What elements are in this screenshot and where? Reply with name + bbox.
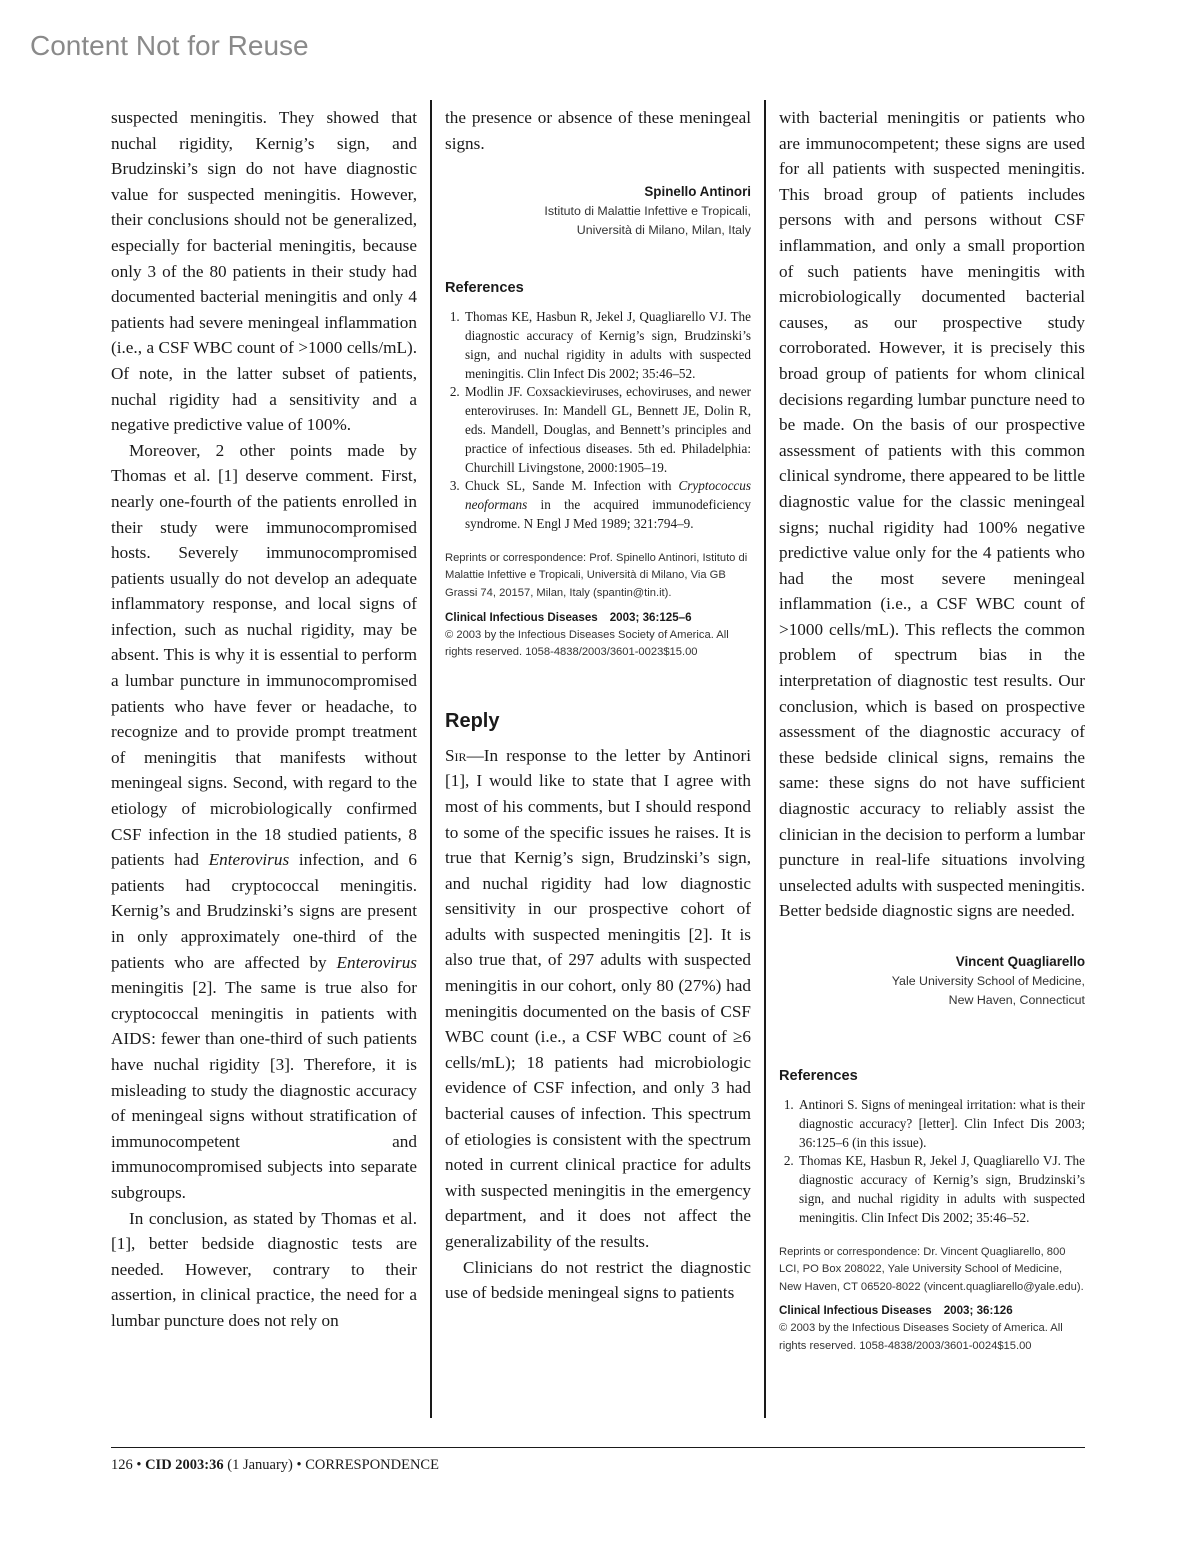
column-divider (764, 100, 766, 1418)
footer-rule (111, 1447, 1085, 1448)
column-middle (445, 105, 751, 1420)
author-affiliation: Yale University School of Medicine, (891, 974, 1085, 988)
column-left (111, 105, 417, 1420)
reprints-note: Reprints or correspondence: Prof. Spinello Antinori, Istituto di Malattie Infettive e Tropicali, Università di Milano, Via GB Grassi 74, 20157, Milan, Italy (spantin@tin.it). (445, 551, 748, 599)
reference-item: 1. Thomas KE, Hasbun R, Jekel J, Quagliarello VJ. The diagnostic accuracy of Kernig’s sign, Brudzinski’s sign, and nuchal rigidity in adults with suspected meningitis. Clin Infect Dis 2002; 35:46–52. (463, 308, 751, 383)
journal-citation: Clinical Infectious Diseases 2003; 36:126 (779, 1304, 1013, 1318)
reference-item: 1. Antinori S. Signs of meningeal irritation: what is their diagnostic accuracy? [letter]. Clin Infect Dis 2003; 36:125–6 (in this issue). (797, 1096, 1085, 1152)
reference-item: 2. Thomas KE, Hasbun R, Jekel J, Quagliarello VJ. The diagnostic accuracy of Kernig’s sign, Brudzinski’s sign, and nuchal rigidity in adults with suspected meningitis. Clin Infect Dis 2002; 35:46–52. (797, 1152, 1085, 1227)
footer-section: CORRESPONDENCE (305, 1457, 439, 1473)
references-heading: References (445, 280, 524, 297)
author-affiliation: Istituto di Malattie Infettive e Tropicali, (544, 204, 751, 219)
journal-citation: Clinical Infectious Diseases 2003; 36:125–6 (445, 610, 692, 624)
author-affiliation: Università di Milano, Milan, Italy (576, 223, 751, 238)
copyright-note: © 2003 by the Infectious Diseases Society of America. All rights reserved. 1058-4838/2003/3601-0023$15.00 (445, 628, 729, 659)
reference-item: 2. Modlin JF. Coxsackieviruses, echoviruses, and newer enteroviruses. In: Mandell GL, Bennett JE, Dolin R, eds. Mandell, Douglas, and Bennett’s principles and practice of infectious diseases. 5th ed. Philadelphia: Churchill Livingstone, 2000:1905–19. (463, 383, 751, 477)
paragraph: the presence or absence of these meningeal signs. (445, 108, 751, 153)
paragraph: Moreover, 2 other points made by Thomas et al. [1] deserve comment. First, nearly one-fourth of the patients enrolled in their study were immunocompromised hosts. Severely immunocompromised patients usually do not develop an adequate inflammatory response, and local signs of infection, such as nuchal rigidity, may be absent. This is why it is essential to perform a lumbar puncture in immunocompromised patients who have fever or headache, to recognize and to provide prompt treatment of meningitis that manifests without meningeal signs. Second, with regard to the etiology of microbiologically confirmed CSF infection in the 18 studied patients, 8 patients had Enterovirus infection, and 6 patients had cryptococcal meningitis. Kernig’s and Brudzinski’s signs are present in only approximately one-third of the patients who are affected by Enterovirus meningitis [2]. The same is true also for cryptococcal meningitis in patients with AIDS: fewer than one-third of such patients have nuchal rigidity [3]. Therefore, it is misleading to study the diagnostic accuracy of meningeal signs without stratification of immunocompetent and immunocompromised subjects into separate subgroups. (111, 440, 417, 1202)
reprints-note: Reprints or correspondence: Dr. Vincent Quagliarello, 800 LCI, PO Box 208022, Yale University School of Medicine, New Haven, CT 06520-8022 (vincent.quagliarello@yale.edu). (779, 1245, 1084, 1293)
author-name: Spinello Antinori (644, 184, 751, 200)
author-affiliation: New Haven, Connecticut (948, 993, 1085, 1007)
paragraph: Sir—In response to the letter by Antinori [1], I would like to state that I agree with most of his comments, but I should respond to some of the specific issues he raises. It is true that Kernig’s sign, Brudzinski’s sign, and nuchal rigidity had low diagnostic sensitivity in our prospective cohort of adults with suspected meningitis [2]. It is also true that, of 297 adults with suspected meningitis in our cohort, only 80 (27%) had meningitis documented on the basis of CSF WBC count (i.e., a CSF WBC count of ≥6 cells/mL); 18 patients had microbiologic evidence of CSF infection, and only 3 had bacterial causes of infection. This spectrum of etiologies is consistent with the spectrum noted in current clinical practice for adults with suspected meningitis in the emergency department, and it does not affect the generalizability of the results. (445, 745, 751, 1251)
reference-item: 3. Chuck SL, Sande M. Infection with Cryptococcus neoformans in the acquired immunodeficiency syndrome. N Engl J Med 1989; 321:794–9. (463, 477, 751, 533)
references-heading: References (779, 1068, 858, 1084)
column-divider (430, 100, 432, 1418)
paragraph: with bacterial meningitis or patients who are immunocompetent; these signs are used for all patients with suspected meningitis. This broad group of patients includes persons with and persons without CSF inflammation, and only a small proportion of such patients have meningitis with microbiologically documented bacterial causes, as our prospective study corroborated. However, it is precisely this broad group of patients for whom clinical decisions regarding lumbar puncture need to be made. On the basis of our prospective assessment of patients with this common clinical syndrome, there appeared to be little diagnostic value for the classic meningeal signs; nuchal rigidity had 100% negative predictive value only for the 4 patients who had the most severe meningeal inflammation (i.e., a CSF WBC count of >1000 cells/mL). This reflects the common problem of spectrum bias in the interpretation of diagnostic test results. Our conclusion, which is based on prospective assessment of the diagnostic accuracy of these bedside clinical signs, remains the same: these signs do not have sufficient diagnostic accuracy to reliably assist the clinician in the decision to perform a lumbar puncture in real-life situations involving unselected adults with suspected meningitis. Better bedside diagnostic signs are needed. (779, 108, 1085, 921)
page-number: 126 (111, 1457, 133, 1473)
references-list (779, 1096, 1085, 1228)
references-list (445, 308, 751, 534)
paragraph: suspected meningitis. They showed that nuchal rigidity, Kernig’s sign, and Brudzinski’s sign do not have diagnostic value for suspected meningitis. However, their conclusions should not be generalized, especially for bacterial meningitis, because only 3 of the 80 patients in their study had documented bacterial meningitis and only 4 patients had severe meningeal inflammation (i.e., a CSF WBC count of >1000 cells/mL). Of note, in the latter subset of patients, nuchal rigidity had a sensitivity and a negative predictive value of 100%. (111, 108, 417, 435)
paragraph: Clinicians do not restrict the diagnostic use of bedside meningeal signs to patients (445, 1257, 751, 1303)
watermark: Content Not for Reuse (30, 30, 309, 61)
reply-heading: Reply (445, 709, 500, 732)
copyright-note: © 2003 by the Infectious Diseases Society of America. All rights reserved. 1058-4838/2003/3601-0024$15.00 (779, 1322, 1063, 1352)
page-footer: 126 • CID 2003:36 (1 January) • CORRESPONDENCE (111, 1457, 439, 1473)
author-name: Vincent Quagliarello (955, 954, 1085, 969)
column-right (779, 105, 1085, 1420)
footer-journal: CID 2003:36 (145, 1457, 224, 1473)
paragraph: In conclusion, as stated by Thomas et al. [1], better bedside diagnostic tests are needed. However, contrary to their assertion, in clinical practice, the need for a lumbar puncture does not rely on (111, 1208, 417, 1330)
